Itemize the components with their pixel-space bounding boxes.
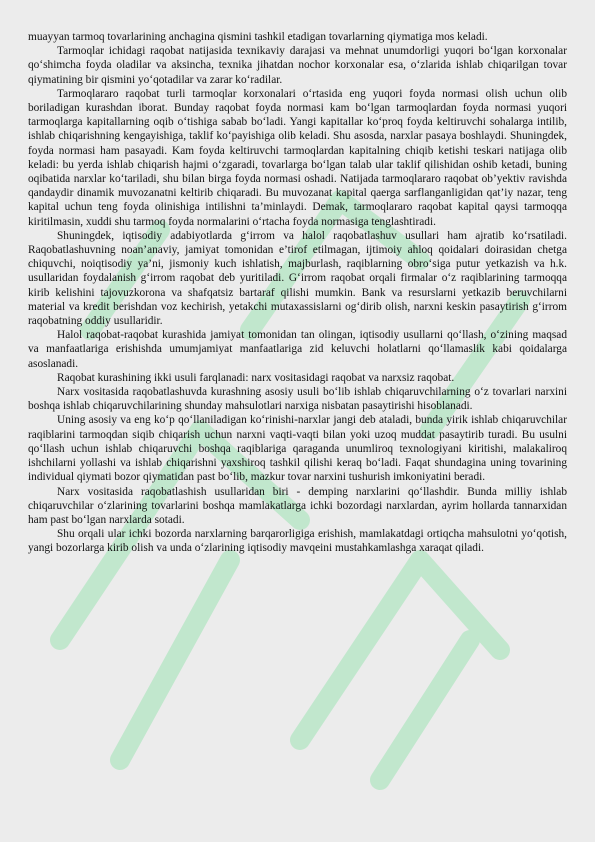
paragraph-5: Halol raqobat-raqobat kurashida jamiyat tomonidan tan olingan, iqtisodiy usullarni qo‘llash, o‘zining maqsad va manfaatlariga erishishda umumjamiyat manfaatlariga zid keluvchi holatlarni qo‘llamaslik kabi qoidalarga asoslanadi. [28, 329, 567, 370]
paragraph-9: Narx vositasida raqobatlashish usullaridan biri - demping narxlarini qo‘llashdir. Bunda milliy ishlab chiqaruvchilar o‘zlarining tovarlarini boshqa mamlakatlarga ichki bozordagi narxlardan, ayrim hollarda tannarxidan ham past bo‘lgan narxlarda sotadi. [28, 485, 567, 526]
paragraph-7: Narx vositasida raqobatlashuvda kurashning asosiy usuli bo‘lib ishlab chiqaruvchilarning o‘z tovarlari narxini boshqa ishlab chiqaruvchilarining shunday mahsulotlari narxiga nisbatan pasaytirishi hisoblanadi. [28, 386, 567, 413]
paragraph-10: Shu orqali ular ichki bozorda narxlarning barqarorligiga erishish, mamlakatdagi ortiqcha mahsulotni yo‘qotish, yangi bozorlarga kirib olish va unda o‘zlarining iqtisodiy mavqeini mustahkamlashga xaraqat qiladi. [28, 528, 567, 555]
watermark-stroke-3 [300, 560, 500, 740]
paragraph-2: Tarmoqlar ichidagi raqobat natijasida texnikaviy darajasi va mehnat unumdorligi yuqori bo‘lgan korxonalar qo‘shimcha foyda oladilar va aksincha, texnika jihatdan nochor korxonalar esa, o‘zlarida ishlab chiqarilgan tovar qiymatining bir qismini yo‘qotadilar va zarar ko‘radilar. [28, 45, 567, 86]
watermark-stroke-2 [120, 560, 230, 760]
paragraph-8: Uning asosiy va eng ko‘p qo‘llaniladigan ko‘rinishi-narxlar jangi deb ataladi, bunda yirik ishlab chiqaruvchilar raqiblarini tarmoqdan siqib chiqarish uchun narxni vaqti-vaqti bilan yoki uzoq muddat pasaytirib turadi. Bu usulni qo‘llash uchun ishlab chiqaruvchi boshqa raqiblariga qaraganda unumliroq texnologiyani kiritishi, malakaliroq ishchilarni yollashi va ishlab chiqarishni yaxshiroq tashkil qilishi keraq bo‘ladi. Faqat shundagina uning tovarining individual qiymati bozor qiymatidan past bo‘lib, mazkur tovar narxini tushurish imkoniyatini beradi. [28, 414, 567, 484]
watermark-stroke-4 [380, 640, 470, 780]
document-body [28, 30, 567, 556]
paragraph-1: muayyan tarmoq tovarlarining anchagina qismini tashkil etadigan tovarlarning qiymatiga mos keladi. [28, 31, 488, 43]
paragraph-4: Shuningdek, iqtisodiy adabiyotlarda g‘irrom va halol raqobatlashuv usullari ham ajratib ko‘rsatiladi. Raqobatlashuvning noan’anaviy, jamiyat tomonidan e’tirof etilmagan, ijtimoiy ahloq qoidalari doirasidan chetga chiquvchi, noiqtisodiy ya’ni, jismoniy kuch ishlatish, majburlash, raqiblarning obro‘siga putur yetkazish va h.k. usullaridan foydalanish g‘irrom raqobat deb yuritiladi. G‘irrom raqobat orqali firmalar o‘z raqiblarining tarmoqqa kirib kelishini tajovuzkorona va shafqatsiz bartaraf qilishi mumkin. Bank va resurslarni yetkazib beruvchilarni material va kredit berishdan voz kechirish, yetakchi mutaxassislarni og‘dirib olish, narxni keskin pasaytirish g‘irrom raqobatning oddiy usullaridir. [28, 229, 567, 328]
paragraph-6: Raqobat kurashining ikki usuli farqlanadi: narx vositasidagi raqobat va narxsiz raqobat. [57, 371, 455, 384]
paragraph-3: Tarmoqlararo raqobat turli tarmoqlar korxonalari o‘rtasida eng yuqori foyda normasi olish uchun olib boriladigan kurashdan iborat. Bunday raqobat foyda normasi kam bo‘lgan tarmoqlardan foyda normasi yuqori tarmoqlarga kapitallarning oqib o‘tishiga sabab bo‘ladi. Yangi kapitallar ko‘proq foyda keltiruvchi sohalarga intilib, ishlab chiqarishning kengayishiga, taklif ko‘payishiga olib keladi. Shu asosda, narxlar pasaya boshlaydi. Shuningdek, foyda normasi ham pasayadi. Kam foyda keltiruvchi tarmoqlardan kapitalning chiqib ketishi teskari natijaga olib keladi: bu yerda ishlab chiqarish hajmi o‘zgaradi, tovarlarga bo‘lgan talab ular taklif qilishidan oshib ketadi, buning oqibatida narxlar ko‘tariladi, shu bilan birga foyda normasi oshadi. Natijada tarmoqlararo raqobat ob’yektiv ravishda qandaydir dinamik muvozanatni keltirib chiqaradi. Bu muvozanat kapital qaerga sarflanganligidan qat’iy nazar, teng kapital uchun teng foyda olinishiga intilishni ta’minlaydi. Demak, tarmoqlararo raqobat kapital qaysi tarmoqqa kiritilmasin, xuddi shu tarmoq foyda normalarini o‘rtacha foyda normasiga tenglashtiradi. [28, 87, 567, 228]
